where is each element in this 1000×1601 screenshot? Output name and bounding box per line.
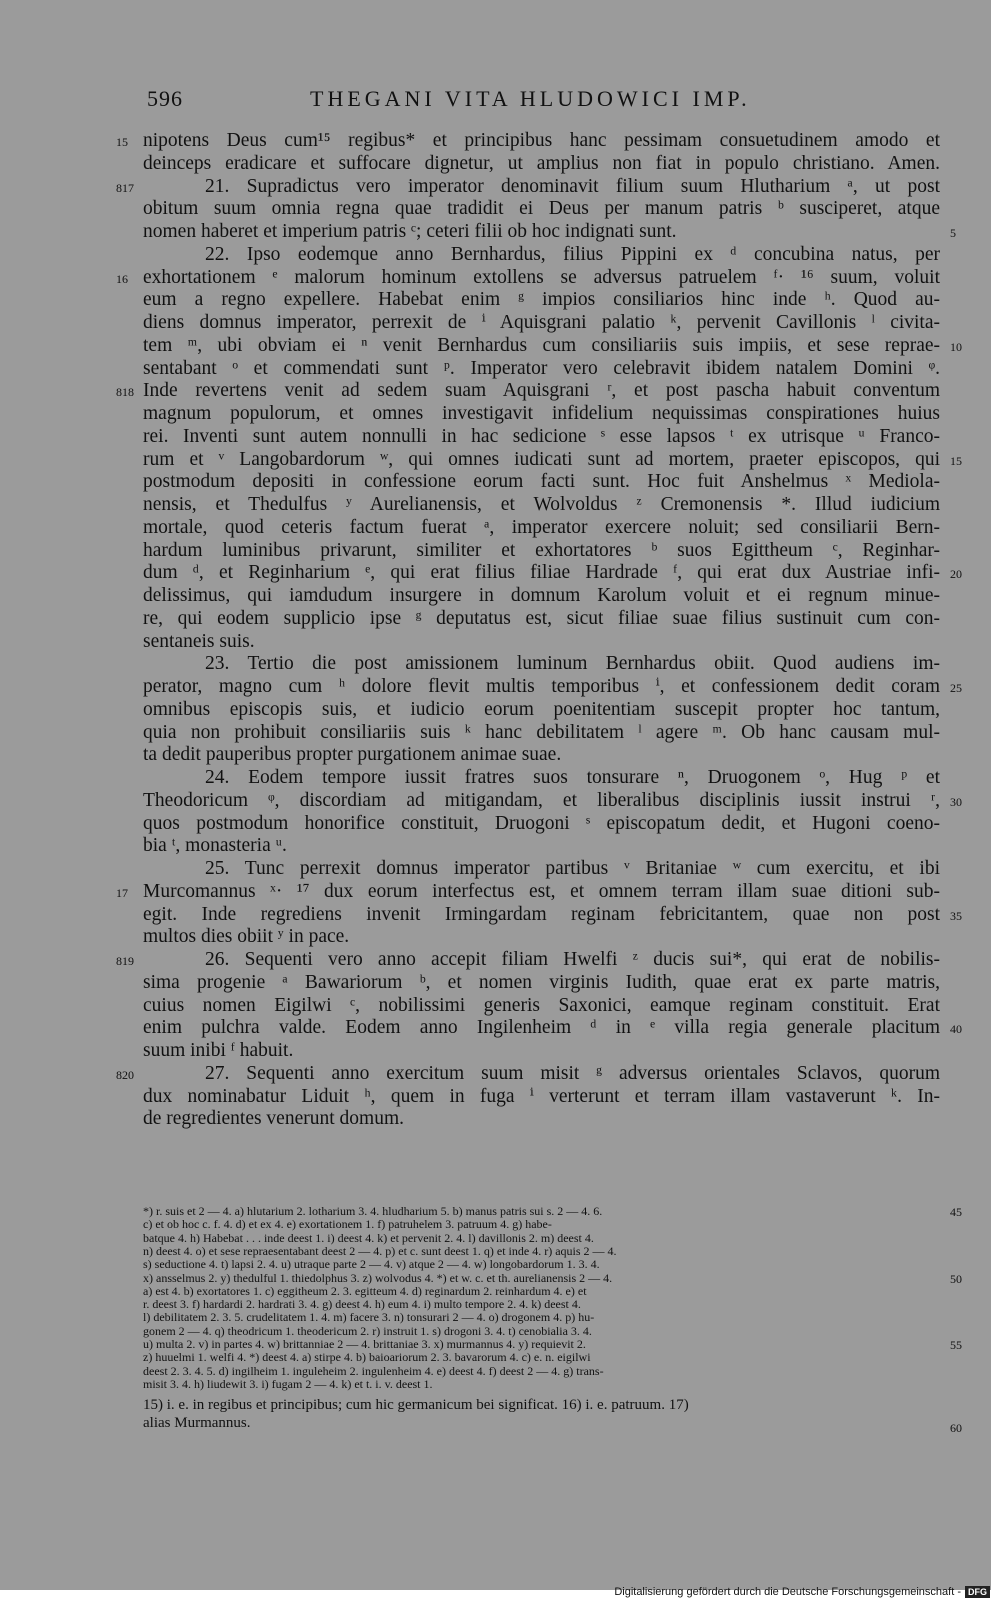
footnote-line: gonem 2 — 4. q) theodricum 1. theodericum 2. r) instruit 1. s) drogoni 3. 4. t) cenobialia 3. 4. bbox=[143, 1323, 592, 1338]
footnote-line: misit 3. 4. h) liudewit 3. i) fugam 2 — 4. k) et t. i. v. deest 1. bbox=[143, 1376, 433, 1391]
text-line: deinceps eradicare et suffocare dignetur, ut amplius non fiat in populo christiano. Amen. bbox=[143, 152, 940, 174]
text-line: tem ᵐ, ubi obviam ei ⁿ venit Bernhardus cum consiliariis suis impiis, et sese reprae- bbox=[143, 334, 940, 356]
text-line: mortale, quod ceteris factum fuerat ᵃ, imperator exercere noluit; sed consiliarii Bern- bbox=[143, 516, 940, 538]
text-line: nensis, et Thedulfus ʸ Aurelianensis, et Wolvoldus ᶻ Cremonensis *. Illud iudicium bbox=[143, 494, 940, 515]
page-number: 596 bbox=[147, 86, 183, 111]
note-line: 15) i. e. in regibus et principibus; cum hic germanicum bei significat. 16) i. e. patruum. 17) bbox=[143, 1397, 689, 1413]
margin-number: 15 bbox=[950, 453, 962, 468]
margin-number: 820 bbox=[116, 1067, 134, 1082]
text-line: 22. Ipso eodemque anno Bernhardus, filius Pippini ex ᵈ concubina natus, per bbox=[205, 243, 940, 265]
margin-number: 10 bbox=[950, 339, 962, 354]
text-line: obitum suum omnia regna quae tradidit ei Deus per manum patris ᵇ susciperet, atque bbox=[143, 198, 940, 220]
text-line: sentabant ᵒ et commendati sunt ᵖ. Imperator vero celebravit ibidem natalem Domini ᵠ. bbox=[143, 357, 940, 379]
text-line: rei. Inventi sunt autem nonnulli in hac sedicione ˢ esse lapsos ᵗ ex utrisque ᵘ Franco- bbox=[143, 425, 940, 447]
margin-number: 60 bbox=[950, 1421, 962, 1435]
footnote-line: u) multa 2. v) in partes 4. w) brittanniae 2 — 4. brittaniae 3. x) murmannus 4. y) requievit 2. bbox=[143, 1337, 586, 1351]
text-line: de regredientes venerunt domum. bbox=[143, 1108, 404, 1130]
text-line: delissimus, qui iamdudum insurgere in domnum Karolum voluit et ei regnum minue- bbox=[143, 585, 940, 606]
footnote-line: deest 2. 3. 4. 5. d) ingilheim 1. inguleheim 2. ingulenheim 4. e) deest 4. f) deest 2 — 4. g) trans- bbox=[143, 1363, 604, 1378]
margin-number: 35 bbox=[950, 908, 962, 923]
text-line: 27. Sequenti anno exercitum suum misit ᵍ adversus orientales Sclavos, quorum bbox=[205, 1062, 940, 1084]
note-line: alias Murmannus. bbox=[143, 1415, 251, 1431]
margin-number: 17 bbox=[116, 885, 128, 900]
footnote-line: x) ansselmus 2. y) thedulful 1. thiedolphus 3. z) wolvodus 4. *) et w. c. et th. aurelianensis 2 — 4. bbox=[143, 1270, 613, 1285]
text-line: bia ᵗ, monasteria ᵘ. bbox=[143, 835, 287, 857]
running-title: THEGANI VITA HLUDOWICI IMP. bbox=[310, 86, 751, 111]
text-line: nipotens Deus cum¹⁵ regibus* et principibus hanc pessimam consuetudinem amodo et bbox=[143, 130, 940, 151]
text-line: Theodoricum ᵠ, discordiam ad mitigandam, et liberalibus disciplinis iussit instrui ʳ, bbox=[143, 789, 940, 811]
margin-number: 819 bbox=[116, 954, 134, 968]
text-line: quos postmodum honorifice constituit, Druogoni ˢ episcopatum dedit, et Hugoni coeno- bbox=[143, 812, 940, 834]
margin-number: 40 bbox=[950, 1022, 962, 1037]
margin-number: 818 bbox=[116, 385, 134, 400]
margin-number: 16 bbox=[116, 271, 128, 286]
text-line: 24. Eodem tempore iussit fratres suos tonsurare ⁿ, Druogonem ᵒ, Hug ᵖ et bbox=[205, 767, 940, 788]
text-line: Inde revertens venit ad sedem suam Aquisgrani ʳ, et post pascha habuit conventum bbox=[143, 380, 940, 402]
text-line: postmodum depositi in confessione eorum facti sunt. Hoc fuit Anshelmus ˣ Mediola- bbox=[143, 471, 940, 493]
text-line: rum et ᵛ Langobardorum ʷ, qui omnes iudicati sunt ad mortem, praeter episcopos, qui bbox=[143, 448, 940, 470]
text-line: enim pulchra valde. Eodem anno Ingilenheim ᵈ in ᵉ villa regia generale placitum bbox=[143, 1017, 940, 1039]
text-line: exhortationem ᵉ malorum hominum extollens se adversus patruelem ᶠ· ¹⁶ suum, voluit bbox=[143, 266, 940, 288]
text-line: suum inibi ᶠ habuit. bbox=[143, 1040, 294, 1061]
text-line: 25. Tunc perrexit domnus imperator partibus ᵛ Britaniae ʷ cum exercitu, et ibi bbox=[205, 858, 940, 879]
text-line: cuius nomen Eigilwi ᶜ, nobilissimi generis Saxonici, eamque reginam constituit. Erat bbox=[143, 994, 940, 1016]
margin-number: 25 bbox=[950, 681, 962, 695]
text-line: diens domnus imperator, perrexit de ⁱ Aquisgrani palatio ᵏ, pervenit Cavillonis ˡ civita- bbox=[143, 312, 940, 333]
margin-number: 55 bbox=[950, 1338, 962, 1352]
margin-number: 45 bbox=[950, 1205, 962, 1219]
margin-number: 817 bbox=[116, 180, 134, 195]
footnote-line: n) deest 4. o) et sese repraesentabant deest 2 — 4. p) et c. sunt deest 1. q) et inde 4. r) aquis 2 — 4. bbox=[143, 1243, 617, 1258]
text-line: 26. Sequenti vero anno accepit filiam Hwelfi ᶻ ducis sui*, qui erat de nobilis- bbox=[205, 949, 940, 970]
footnote-line: l) debilitatem 2. 3. 5. crudelitatem 1. 4. m) facere 3. n) tonsurari 2 — 4. o) drogonem 4. p) hu- bbox=[143, 1310, 595, 1325]
text-line: dum ᵈ, et Reginharium ᵉ, qui erat filius filiae Hardrade ᶠ, qui erat dux Austriae infi- bbox=[143, 562, 940, 584]
text-line: sentaneis suis. bbox=[143, 630, 255, 652]
dfg-logo: DFG bbox=[965, 1586, 990, 1598]
text-line: ta dedit pauperibus propter purgationem animae suae. bbox=[143, 744, 562, 766]
margin-number: 30 bbox=[950, 794, 962, 809]
text-line: nomen haberet et imperium patris ᶜ; ceteri filii ob hoc indignati sunt. bbox=[143, 221, 677, 242]
digitization-footer bbox=[614, 1586, 990, 1598]
text-line: multos dies obiit ʸ in pace. bbox=[143, 926, 350, 948]
margin-number: 20 bbox=[950, 567, 962, 582]
footnote-line: batque 4. h) Habebat . . . inde deest 1. i) deest 4. k) et pervenit 2. 4. l) davillonis 2. m) deest 4. bbox=[143, 1230, 594, 1245]
text-line: 21. Supradictus vero imperator denominavit filium suum Hlutharium ᵃ, ut post bbox=[205, 175, 940, 197]
text-line: sima progenie ᵃ Bawariorum ᵇ, et nomen virginis Iudith, quae erat ex parte matris, bbox=[143, 971, 940, 993]
footnote-line: c) et ob hoc c. f. 4. d) et ex 4. e) exortationem 1. f) patruhelem 3. patruum 4. g) habe- bbox=[143, 1217, 552, 1232]
text-line: Murcomannus ˣ· ¹⁷ dux eorum interfectus est, et omnem terram illam suae ditioni sub- bbox=[143, 880, 940, 902]
text-line: eum a regno expellere. Habebat enim ᵍ impios consiliarios hinc inde ʰ. Quod au- bbox=[143, 289, 940, 311]
margin-number: 15 bbox=[116, 135, 128, 149]
text-line: omnibus episcopis suis, et iudicio eorum poenitentiam suscepit propter hoc tantum, bbox=[143, 698, 940, 720]
text-line: dux nominabatur Liduit ʰ, quem in fuga ⁱ verterunt et terram illam vastaverunt ᵏ. In- bbox=[143, 1085, 940, 1107]
footnote-line: z) huuelmi 1. welfi 4. *) deest 4. a) stirpe 4. b) baioariorum 2. 3. bavarorum 4. c) e. n. eigilwi bbox=[143, 1350, 591, 1365]
footer-text: Digitalisierung gefördert durch die Deutsche Forschungsgemeinschaft - bbox=[614, 1586, 961, 1598]
text-line: egit. Inde regrediens invenit Irmingardam reginam febricitantem, quae non post bbox=[143, 903, 940, 925]
text-line: magnum populorum, et omnes investigavit infidelium nequissimas conspirationes huius bbox=[143, 403, 940, 424]
text-line: re, qui eodem supplicio ipse ᵍ deputatus est, sicut filiae suae filius sustinuit cum con- bbox=[143, 607, 940, 629]
footnote-line: a) est 4. b) exortatores 1. c) eggitheum 2. 3. egitteum 4. d) reginardum 2. reinhardum 4. e) et bbox=[143, 1283, 587, 1298]
text-line: hardum luminibus privarunt, similiter et exhortatores ᵇ suos Egittheum ᶜ, Reginhar- bbox=[143, 539, 940, 561]
footnote-line: s) seductione 4. t) lapsi 2. 4. u) utraque parte 2 — 4. v) atque 2 — 4. w) longobardorum 1. 3. 4. bbox=[143, 1257, 600, 1272]
margin-number: 5 bbox=[950, 226, 956, 240]
footnote-line: r. deest 3. f) hardardi 2. hardrati 3. 4. g) deest 4. h) eum 4. i) multo tempore 2. 4. k) deest 4. bbox=[143, 1297, 581, 1312]
footnote-line: *) r. suis et 2 — 4. a) hlutarium 2. lotharium 3. 4. hludharium 5. b) manus patris sui s. 2 — 4. 6. bbox=[143, 1204, 603, 1218]
text-line: perator, magno cum ʰ dolore flevit multis temporibus ⁱ, et confessionem dedit coram bbox=[143, 676, 940, 697]
text-line: 23. Tertio die post amissionem luminum Bernhardus obiit. Quod audiens im- bbox=[205, 653, 940, 675]
margin-number: 50 bbox=[950, 1271, 962, 1286]
text-line: quia non prohibuit consiliariis suis ᵏ hanc debilitatem ˡ agere ᵐ. Ob hanc causam mul- bbox=[143, 721, 940, 743]
